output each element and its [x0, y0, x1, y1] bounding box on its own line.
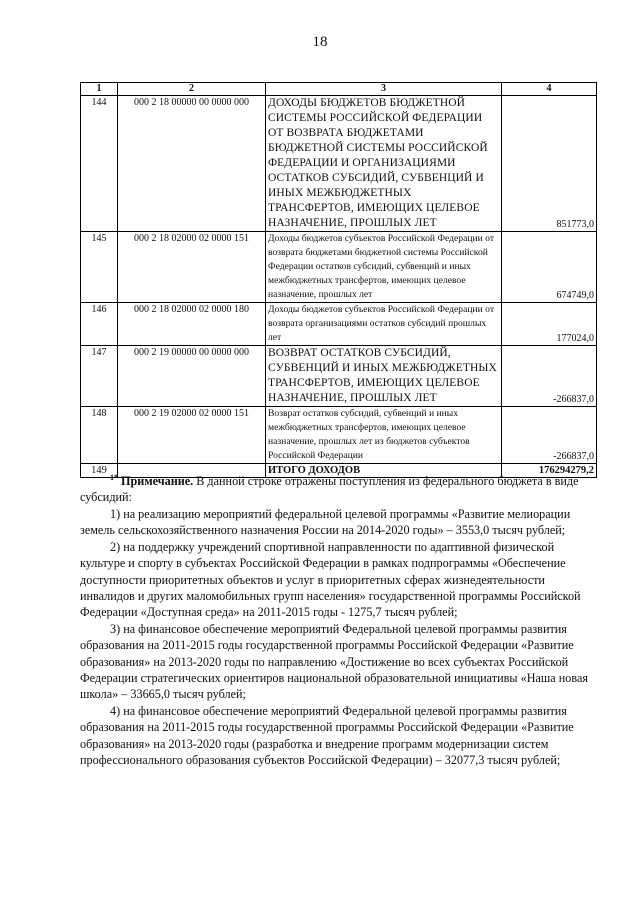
note-heading: Примечание. [121, 474, 194, 489]
budget-code: 000 2 19 02000 02 0000 151 [118, 407, 266, 464]
page-number: 18 [312, 34, 328, 50]
row-number: 145 [81, 232, 118, 303]
row-description: Возврат остатков субсидий, субвенций и иных межбюджетных трансфертов, имеющих целевое назначение, прошлых лет из бюджетов субъектов Российской Федерации [266, 407, 502, 464]
row-description: ВОЗВРАТ ОСТАТКОВ СУБСИДИЙ, СУБВЕНЦИЙ И ИНЫХ МЕЖБЮДЖЕТНЫХ ТРАНСФЕРТОВ, ИМЕЮЩИХ ЦЕЛЕВОЕ НАЗНАЧЕНИЕ, ПРОШЛЫХ ЛЕТ [266, 346, 502, 407]
footnote-marker: 1* [110, 473, 118, 482]
row-number: 146 [81, 303, 118, 346]
table-row [81, 346, 597, 407]
note-item: 3) на финансовое обеспечение мероприятий Федеральной целевой программы развития образования на 2011-2015 годы государственной программы Российской Федерации «Развитие образования» на 2013-2020 годы по направлению «Достижение во всех субъектах Российской Федерации стратегических ориентиров национальной образовательной инициативы «Наша новая школа» – 33665,0 тысяч рублей; [80, 621, 588, 702]
header-col-4: 4 [502, 83, 597, 96]
notes-section [80, 470, 592, 768]
header-col-3: 3 [266, 83, 502, 96]
header-col-2: 2 [118, 83, 266, 96]
table-row [81, 96, 597, 232]
total-amount: 176294279,2 [502, 464, 597, 478]
row-number: 149 [81, 464, 118, 478]
row-amount: 177024,0 [502, 303, 597, 346]
table-row [81, 232, 597, 303]
budget-code: 000 2 18 02000 02 0000 151 [118, 232, 266, 303]
row-description: Доходы бюджетов субъектов Российской Федерации от возврата организациями остатков субсидий прошлых лет [266, 303, 502, 346]
row-number: 148 [81, 407, 118, 464]
budget-code: 000 2 18 02000 02 0000 180 [118, 303, 266, 346]
total-label: ИТОГО ДОХОДОВ [266, 464, 502, 478]
note-intro [80, 470, 592, 506]
budget-table [80, 82, 597, 478]
note-item: 1) на реализацию мероприятий федеральной целевой программы «Развитие мелиорации земель сельскохозяйственного назначения России на 2014-2020 годы» – 3553,0 тысяч рублей; [80, 506, 571, 538]
table-row [81, 303, 597, 346]
budget-code: 000 2 19 00000 00 0000 000 [118, 346, 266, 407]
row-number: 144 [81, 96, 118, 232]
note-intro-text: В данной строке отражены поступления из федерального бюджета в виде субсидий: [80, 474, 579, 505]
row-amount: -266837,0 [502, 346, 597, 407]
row-amount: 851773,0 [502, 96, 597, 232]
note-item: 4) на финансовое обеспечение мероприятий Федеральной целевой программы развития образования на 2011-2015 годы государственной программы Российской Федерации «Развитие образования» на 2013-2020 годы (разработка и внедрение программ модернизации систем профессионального образования субъектов Российской Федерации) – 32077,3 тысяч рублей; [80, 703, 574, 767]
row-description: Доходы бюджетов субъектов Российской Федерации от возврата бюджетами бюджетной системы Российской Федерации остатков субсидий, субвенций и иных межбюджетных трансфертов, имеющих целевое назначение, прошлых лет [266, 232, 502, 303]
row-amount: 674749,0 [502, 232, 597, 303]
budget-code: 000 2 18 00000 00 0000 000 [118, 96, 266, 232]
table-row [81, 407, 597, 464]
note-item: 2) на поддержку учреждений спортивной направленности по адаптивной физической культуре и спорту в субъектах Российской Федерации в рамках подпрограммы «Обеспечение доступности приоритетных объектов и услуг в приоритетных сферах жизнедеятельности инвалидов и других маломобильных групп населения» государственной программы Российской Федерации «Доступная среда» на 2011-2015 годы - 1275,7 тысяч рублей; [80, 539, 581, 620]
row-amount: -266837,0 [502, 407, 597, 464]
row-description: ДОХОДЫ БЮДЖЕТОВ БЮДЖЕТНОЙ СИСТЕМЫ РОССИЙСКОЙ ФЕДЕРАЦИИ ОТ ВОЗВРАТА БЮДЖЕТАМИ БЮДЖЕТНОЙ СИСТЕМЫ РОССИЙСКОЙ ФЕДЕРАЦИИ И ОРГАНИЗАЦИЯМИ ОСТАТКОВ СУБСИДИЙ, СУБВЕНЦИЙ И ИНЫХ МЕЖБЮДЖЕТНЫХ ТРАНСФЕРТОВ, ИМЕЮЩИХ ЦЕЛЕВОЕ НАЗНАЧЕНИЕ, ПРОШЛЫХ ЛЕТ [266, 96, 502, 232]
table-header-row [81, 83, 597, 96]
row-number: 147 [81, 346, 118, 407]
header-col-1: 1 [81, 83, 118, 96]
